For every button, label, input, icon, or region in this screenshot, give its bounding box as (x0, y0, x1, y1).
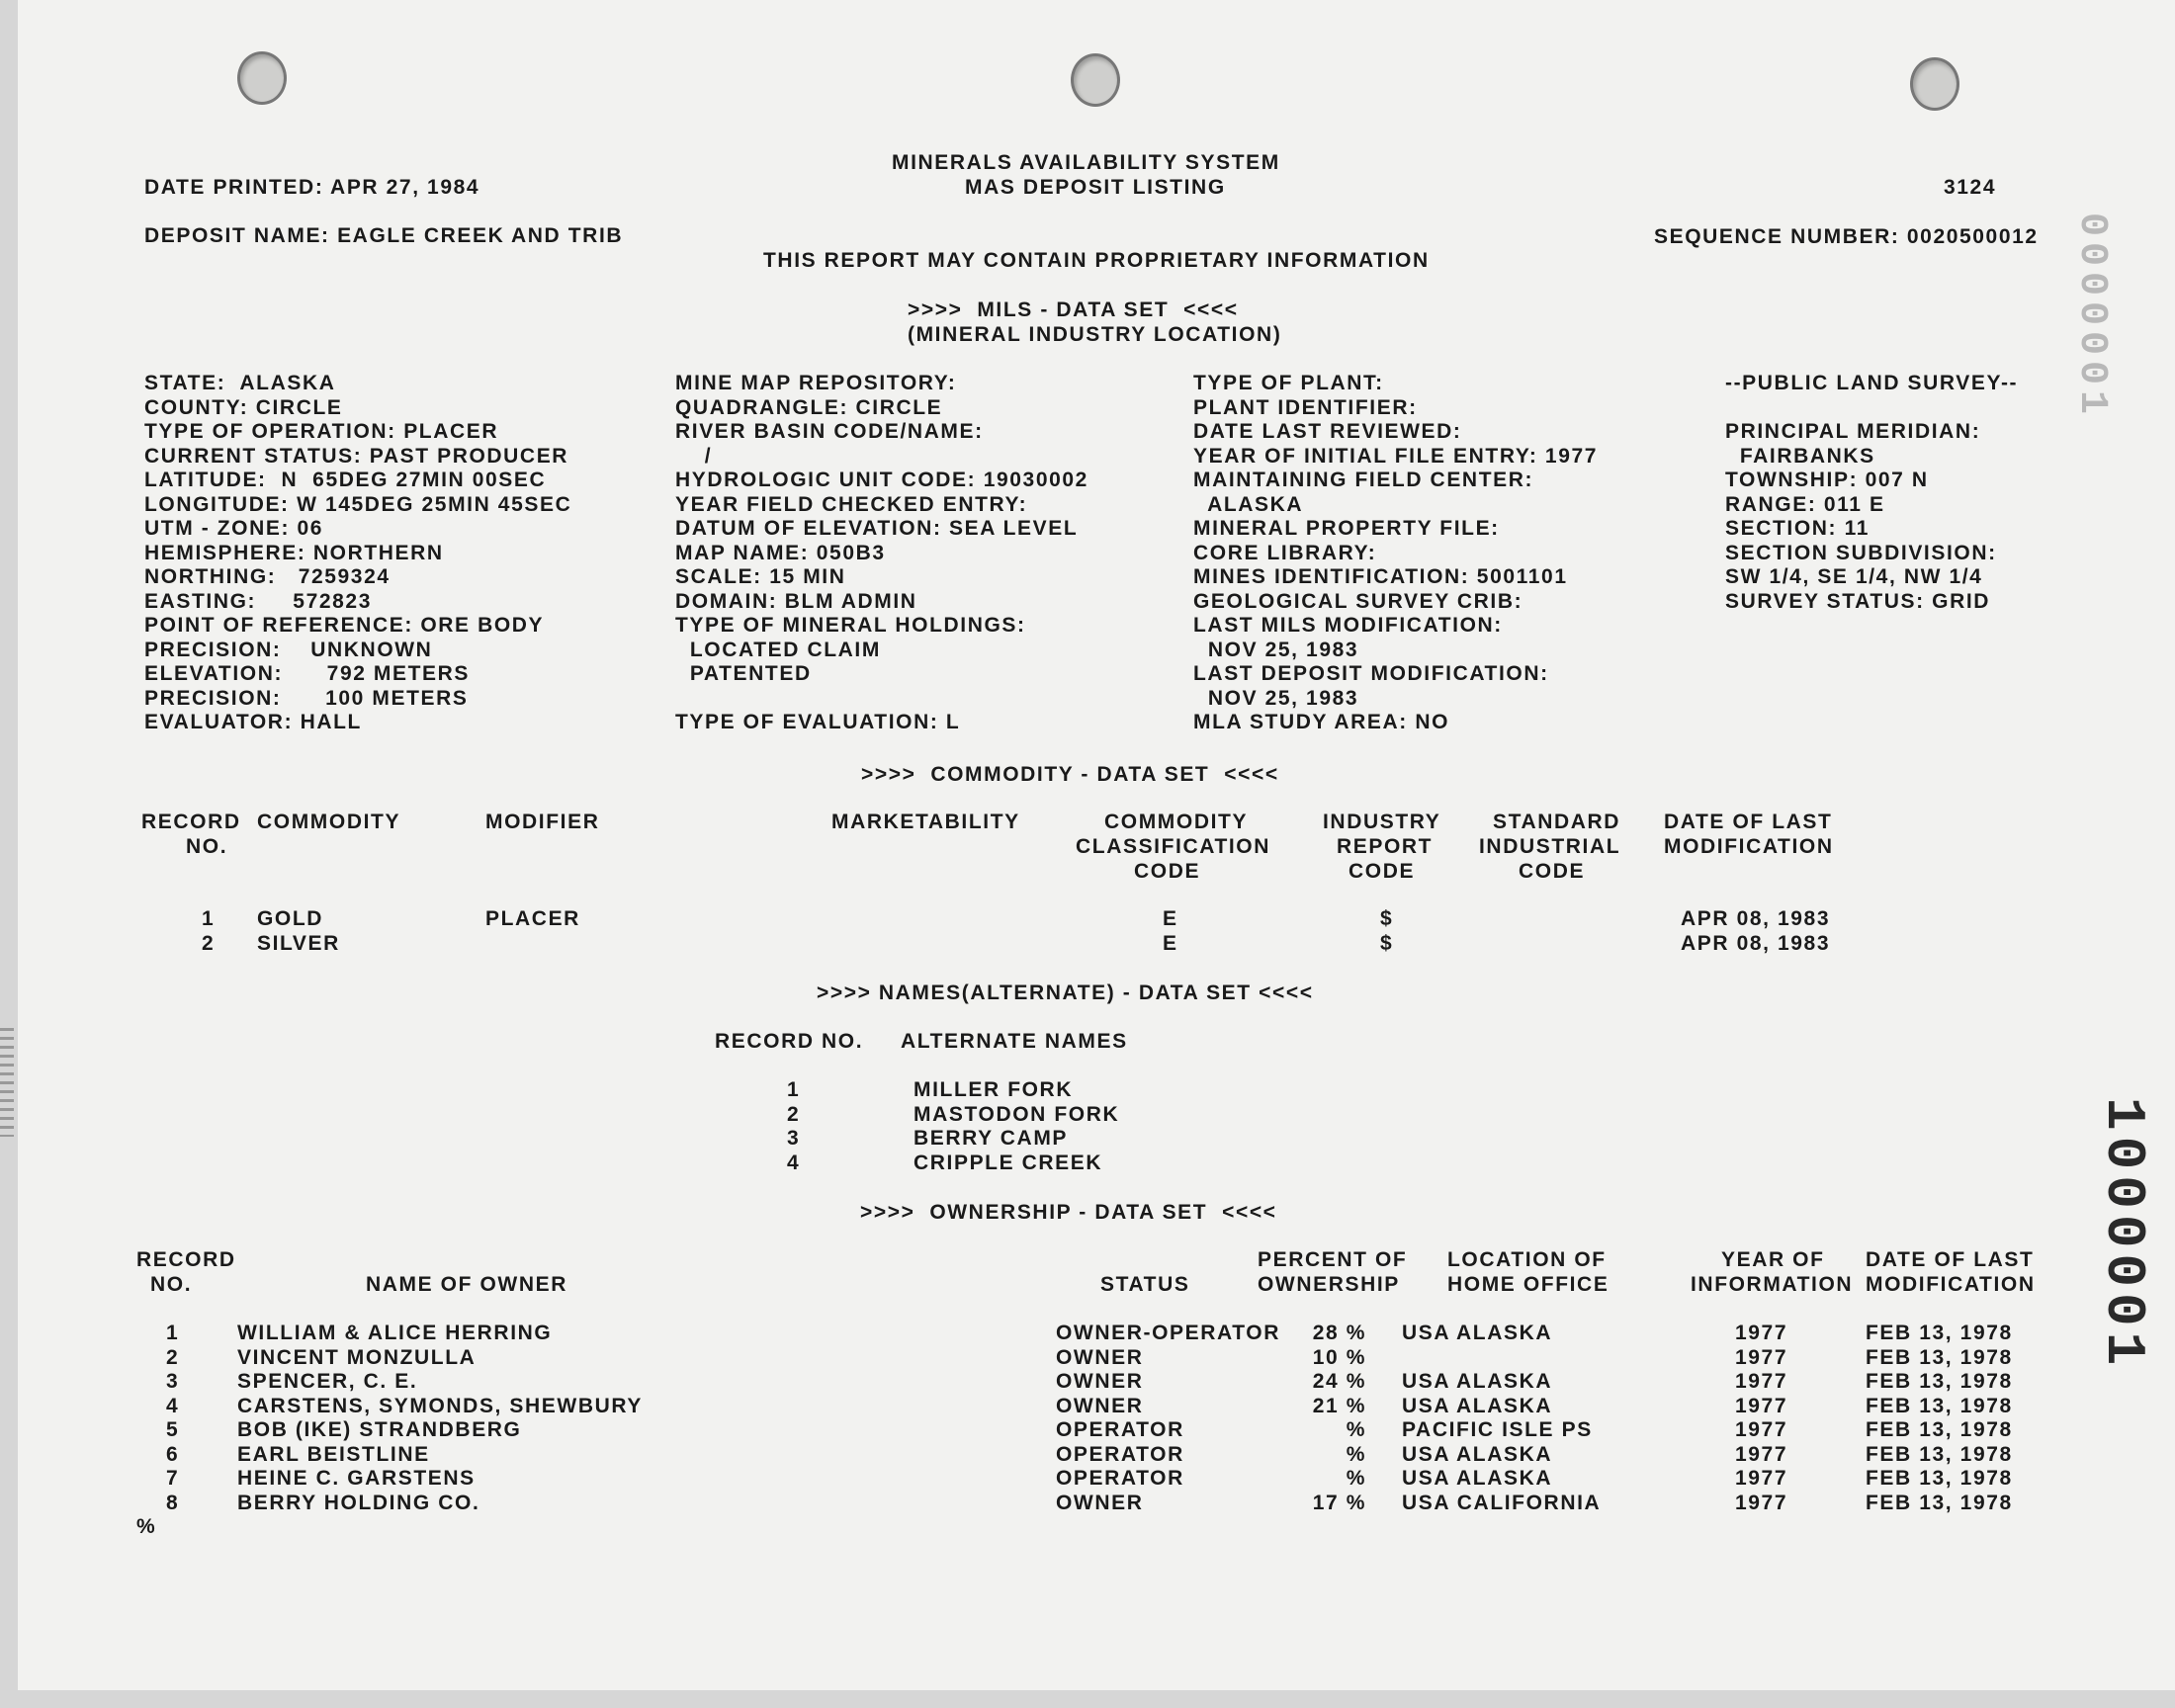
listing-title: MAS DEPOSIT LISTING (965, 176, 1226, 199)
owner-last-modified: FEB 13, 1978 (1866, 1467, 2013, 1490)
owner-record-no: 2 (166, 1346, 180, 1369)
owner-last-modified: FEB 13, 1978 (1866, 1418, 2013, 1441)
owner-last-modified: FEB 13, 1978 (1866, 1322, 2013, 1344)
mils-field: / (675, 445, 713, 468)
commodity-header-class-3: CODE (1134, 860, 1201, 883)
commodity-header-industry-2: REPORT (1337, 835, 1434, 858)
mils-field: EASTING: 572823 (144, 590, 372, 613)
owner-home-office: USA ALASKA (1402, 1322, 1553, 1344)
owner-info-year: 1977 (1735, 1492, 1788, 1514)
commodity-last-modified: APR 08, 1983 (1681, 932, 1831, 955)
commodity-record-no: 2 (202, 932, 216, 955)
commodity-header-industry-1: INDUSTRY (1323, 811, 1441, 833)
ownership-header-status: STATUS (1100, 1273, 1190, 1296)
owner-home-office: USA ALASKA (1402, 1443, 1553, 1466)
mils-field: LAST DEPOSIT MODIFICATION: (1193, 662, 1549, 685)
alternate-name-record-no: 4 (787, 1152, 801, 1174)
owner-percent: 24 % (1312, 1370, 1366, 1393)
date-printed: DATE PRINTED: APR 27, 1984 (144, 176, 480, 199)
owner-record-no: 8 (166, 1492, 180, 1514)
mils-field: HYDROLOGIC UNIT CODE: 19030002 (675, 469, 1088, 491)
mils-field: HEMISPHERE: NORTHERN (144, 542, 444, 564)
mils-field: PRINCIPAL MERIDIAN: (1725, 420, 1981, 443)
owner-name: BOB (IKE) STRANDBERG (237, 1418, 522, 1441)
owner-percent: 28 % (1312, 1322, 1366, 1344)
owner-status: OPERATOR (1056, 1443, 1184, 1466)
mils-field: FAIRBANKS (1725, 445, 1875, 468)
mils-field: UTM - ZONE: 06 (144, 517, 324, 540)
mils-field: MAINTAINING FIELD CENTER: (1193, 469, 1534, 491)
owner-status: OWNER-OPERATOR (1056, 1322, 1280, 1344)
ownership-header-percent-2: OWNERSHIP (1258, 1273, 1400, 1296)
owner-info-year: 1977 (1735, 1395, 1788, 1417)
owner-name: SPENCER, C. E. (237, 1370, 418, 1393)
mils-field: TYPE OF MINERAL HOLDINGS: (675, 614, 1026, 637)
mils-field: TYPE OF PLANT: (1193, 372, 1384, 394)
mils-field: STATE: ALASKA (144, 372, 336, 394)
commodity-header-class-2: CLASSIFICATION (1076, 835, 1271, 858)
mils-field: MINES IDENTIFICATION: 5001101 (1193, 565, 1568, 588)
page-number: 3124 (1944, 176, 1997, 199)
mils-heading: >>>> MILS - DATA SET <<<< (908, 299, 1239, 321)
commodity-name: GOLD (257, 907, 324, 930)
owner-name: VINCENT MONZULLA (237, 1346, 477, 1369)
mils-field: TYPE OF OPERATION: PLACER (144, 420, 499, 443)
commodity-header-standard-2: INDUSTRIAL (1479, 835, 1621, 858)
mils-field: LATITUDE: N 65DEG 27MIN 00SEC (144, 469, 547, 491)
mils-field: YEAR OF INITIAL FILE ENTRY: 1977 (1193, 445, 1599, 468)
owner-record-no: 4 (166, 1395, 180, 1417)
commodity-header-industry-3: CODE (1348, 860, 1416, 883)
owner-record-no: 3 (166, 1370, 180, 1393)
commodity-header-commodity: COMMODITY (257, 811, 401, 833)
mils-field: CURRENT STATUS: PAST PRODUCER (144, 445, 569, 468)
owner-status: OWNER (1056, 1346, 1144, 1369)
commodity-header-date-1: DATE OF LAST (1664, 811, 1833, 833)
owner-status: OPERATOR (1056, 1418, 1184, 1441)
mils-field: NOV 25, 1983 (1193, 687, 1359, 710)
owner-info-year: 1977 (1735, 1443, 1788, 1466)
document-page (18, 0, 2175, 1690)
mils-field: EVALUATOR: HALL (144, 711, 362, 733)
mils-field: YEAR FIELD CHECKED ENTRY: (675, 493, 1028, 516)
mils-field: PRECISION: 100 METERS (144, 687, 469, 710)
owner-name: BERRY HOLDING CO. (237, 1492, 480, 1514)
footer-percent-mark: % (136, 1515, 157, 1538)
mils-field: SW 1/4, SE 1/4, NW 1/4 (1725, 565, 1983, 588)
side-stamp-number: 1000001 (2092, 1097, 2155, 1372)
alternate-name: BERRY CAMP (914, 1127, 1069, 1150)
owner-last-modified: FEB 13, 1978 (1866, 1443, 2013, 1466)
mils-field: MINE MAP REPOSITORY: (675, 372, 957, 394)
mils-field: LOCATED CLAIM (675, 639, 881, 661)
commodity-last-modified: APR 08, 1983 (1681, 907, 1831, 930)
mils-field: SCALE: 15 MIN (675, 565, 846, 588)
commodity-class-code: E (1163, 932, 1178, 955)
ownership-header-record: RECORD (136, 1248, 236, 1271)
owner-percent: 17 % (1312, 1492, 1366, 1514)
mils-field: MINERAL PROPERTY FILE: (1193, 517, 1500, 540)
mils-field: MLA STUDY AREA: NO (1193, 711, 1450, 733)
owner-record-no: 5 (166, 1418, 180, 1441)
commodity-modifier: PLACER (485, 907, 580, 930)
owner-home-office: USA ALASKA (1402, 1370, 1553, 1393)
system-title: MINERALS AVAILABILITY SYSTEM (892, 151, 1280, 174)
owner-home-office: USA CALIFORNIA (1402, 1492, 1602, 1514)
names-header-names: ALTERNATE NAMES (901, 1030, 1128, 1053)
commodity-heading: >>>> COMMODITY - DATA SET <<<< (861, 763, 1279, 786)
commodity-header-marketability: MARKETABILITY (831, 811, 1020, 833)
mils-field: QUADRANGLE: CIRCLE (675, 396, 943, 419)
owner-record-no: 7 (166, 1467, 180, 1490)
alternate-name-record-no: 3 (787, 1127, 801, 1150)
proprietary-notice: THIS REPORT MAY CONTAIN PROPRIETARY INFORMATION (763, 249, 1430, 272)
ownership-header-name: NAME OF OWNER (366, 1273, 567, 1296)
mils-field: DATUM OF ELEVATION: SEA LEVEL (675, 517, 1079, 540)
mils-field: PATENTED (675, 662, 812, 685)
mils-field: DOMAIN: BLM ADMIN (675, 590, 917, 613)
mils-field: LAST MILS MODIFICATION: (1193, 614, 1503, 637)
alternate-name: MASTODON FORK (914, 1103, 1120, 1126)
owner-info-year: 1977 (1735, 1346, 1788, 1369)
commodity-header-record: RECORD (141, 811, 241, 833)
mils-field: NORTHING: 7259324 (144, 565, 391, 588)
names-header-record: RECORD NO. (715, 1030, 864, 1053)
owner-last-modified: FEB 13, 1978 (1866, 1370, 2013, 1393)
owner-name: CARSTENS, SYMONDS, SHEWBURY (237, 1395, 643, 1417)
ownership-header-percent-1: PERCENT OF (1258, 1248, 1408, 1271)
owner-name: WILLIAM & ALICE HERRING (237, 1322, 553, 1344)
mils-field: RIVER BASIN CODE/NAME: (675, 420, 984, 443)
mils-field: NOV 25, 1983 (1193, 639, 1359, 661)
alternate-name: CRIPPLE CREEK (914, 1152, 1103, 1174)
mils-field: PLANT IDENTIFIER: (1193, 396, 1418, 419)
mils-field: SURVEY STATUS: GRID (1725, 590, 1991, 613)
commodity-header-standard-1: STANDARD (1493, 811, 1621, 833)
mils-field: ALASKA (1193, 493, 1304, 516)
mils-field: POINT OF REFERENCE: ORE BODY (144, 614, 545, 637)
owner-percent: % (1346, 1467, 1366, 1490)
ownership-header-year-2: INFORMATION (1691, 1273, 1854, 1296)
owner-info-year: 1977 (1735, 1370, 1788, 1393)
commodity-class-code: E (1163, 907, 1178, 930)
owner-info-year: 1977 (1735, 1418, 1788, 1441)
alternate-name: MILLER FORK (914, 1078, 1074, 1101)
scan-edge-marks (0, 1028, 14, 1137)
commodity-name: SILVER (257, 932, 340, 955)
owner-status: OPERATOR (1056, 1467, 1184, 1490)
ownership-header-location-2: HOME OFFICE (1447, 1273, 1610, 1296)
owner-record-no: 6 (166, 1443, 180, 1466)
owner-percent: % (1346, 1418, 1366, 1441)
mils-field: LONGITUDE: W 145DEG 25MIN 45SEC (144, 493, 572, 516)
mils-field: --PUBLIC LAND SURVEY-- (1725, 372, 2019, 394)
commodity-header-modifier: MODIFIER (485, 811, 600, 833)
owner-status: OWNER (1056, 1492, 1144, 1514)
mils-field: SECTION SUBDIVISION: (1725, 542, 1997, 564)
owner-percent: 10 % (1312, 1346, 1366, 1369)
sequence-number: SEQUENCE NUMBER: 0020500012 (1654, 225, 2039, 248)
mils-field: SECTION: 11 (1725, 517, 1870, 540)
commodity-industry-code: $ (1380, 907, 1394, 930)
mils-field: MAP NAME: 050B3 (675, 542, 886, 564)
owner-home-office: PACIFIC ISLE PS (1402, 1418, 1593, 1441)
mils-field: DATE LAST REVIEWED: (1193, 420, 1462, 443)
ownership-header-no: NO. (150, 1273, 193, 1296)
mils-field: TYPE OF EVALUATION: L (675, 711, 961, 733)
mils-field: RANGE: 011 E (1725, 493, 1885, 516)
owner-info-year: 1977 (1735, 1322, 1788, 1344)
owner-name: HEINE C. GARSTENS (237, 1467, 476, 1490)
commodity-header-standard-3: CODE (1519, 860, 1586, 883)
owner-last-modified: FEB 13, 1978 (1866, 1492, 2013, 1514)
commodity-header-no: NO. (186, 835, 228, 858)
owner-status: OWNER (1056, 1395, 1144, 1417)
deposit-name: DEPOSIT NAME: EAGLE CREEK AND TRIB (144, 224, 624, 247)
mils-subheading: (MINERAL INDUSTRY LOCATION) (908, 323, 1282, 346)
mils-field: GEOLOGICAL SURVEY CRIB: (1193, 590, 1523, 613)
owner-record-no: 1 (166, 1322, 180, 1344)
mils-field: PRECISION: UNKNOWN (144, 639, 433, 661)
punch-hole (1071, 53, 1120, 107)
punch-hole (237, 51, 287, 105)
mils-field: TOWNSHIP: 007 N (1725, 469, 1929, 491)
alternate-name-record-no: 1 (787, 1078, 801, 1101)
mils-field: COUNTY: CIRCLE (144, 396, 343, 419)
commodity-record-no: 1 (202, 907, 216, 930)
mils-field: ELEVATION: 792 METERS (144, 662, 471, 685)
commodity-header-class-1: COMMODITY (1104, 811, 1249, 833)
owner-last-modified: FEB 13, 1978 (1866, 1395, 2013, 1417)
ownership-header-location-1: LOCATION OF (1447, 1248, 1607, 1271)
owner-home-office: USA ALASKA (1402, 1467, 1553, 1490)
mils-field: CORE LIBRARY: (1193, 542, 1377, 564)
ownership-header-year-1: YEAR OF (1721, 1248, 1825, 1271)
ownership-heading: >>>> OWNERSHIP - DATA SET <<<< (860, 1201, 1277, 1224)
alternate-name-record-no: 2 (787, 1103, 801, 1126)
owner-name: EARL BEISTLINE (237, 1443, 430, 1466)
faint-side-stamp-number: 0000001 (2069, 213, 2114, 421)
owner-percent: 21 % (1312, 1395, 1366, 1417)
names-heading: >>>> NAMES(ALTERNATE) - DATA SET <<<< (817, 982, 1314, 1004)
owner-last-modified: FEB 13, 1978 (1866, 1346, 2013, 1369)
owner-status: OWNER (1056, 1370, 1144, 1393)
ownership-header-date-2: MODIFICATION (1866, 1273, 2036, 1296)
commodity-header-date-2: MODIFICATION (1664, 835, 1834, 858)
owner-info-year: 1977 (1735, 1467, 1788, 1490)
owner-percent: % (1346, 1443, 1366, 1466)
commodity-industry-code: $ (1380, 932, 1394, 955)
punch-hole (1910, 57, 1959, 111)
owner-home-office: USA ALASKA (1402, 1395, 1553, 1417)
ownership-header-date-1: DATE OF LAST (1866, 1248, 2035, 1271)
